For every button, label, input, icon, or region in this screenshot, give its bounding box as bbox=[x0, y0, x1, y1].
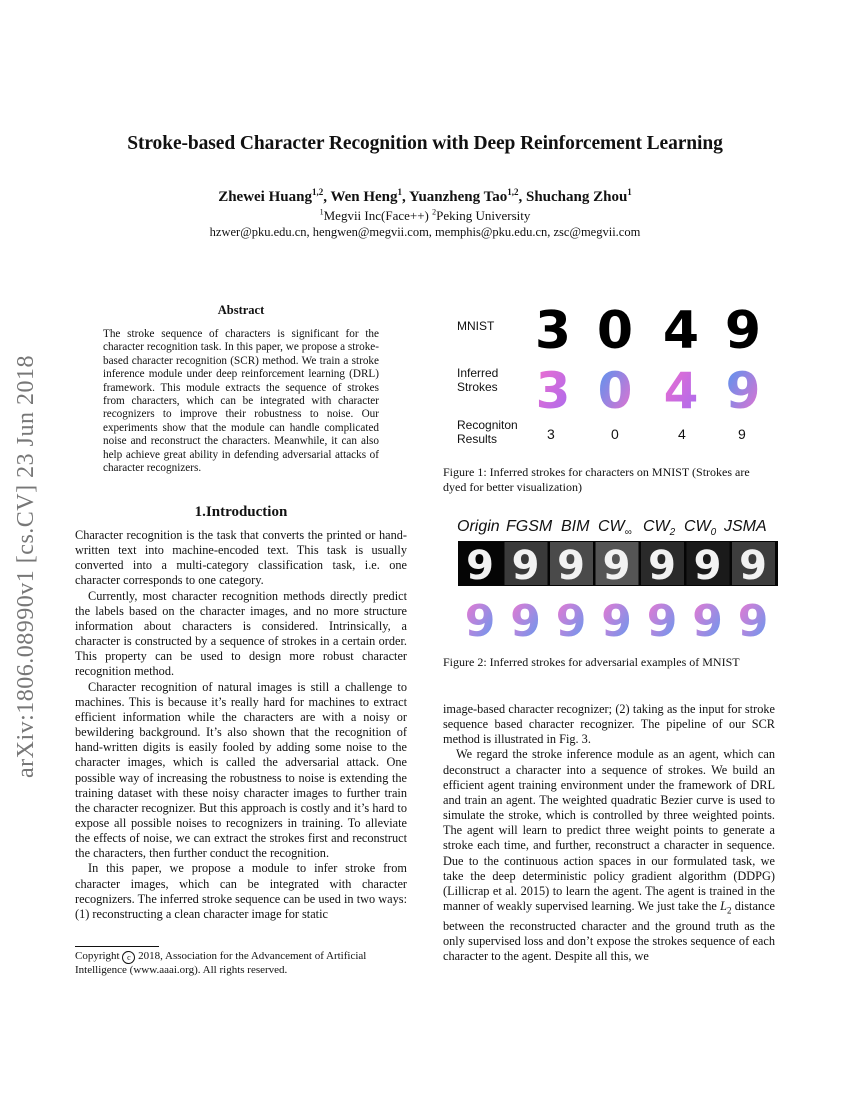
fig2-adversarial-digit: 9 bbox=[648, 543, 676, 586]
copyright-symbol: c bbox=[122, 951, 135, 964]
fig2-label: $CW_\infty$ bbox=[598, 518, 632, 539]
fig2-adversarial-strip bbox=[458, 541, 778, 586]
fig1-stroke-digit: 3 bbox=[535, 362, 571, 420]
figure-2-caption: Figure 2: Inferred strokes for adversarial examples of MNIST bbox=[443, 655, 740, 669]
fig2-stroke-digit: 9 bbox=[464, 596, 496, 644]
affiliations bbox=[0, 208, 850, 224]
fig2-adversarial-digit: 9 bbox=[602, 543, 631, 586]
author-name: Zhewei Huang bbox=[218, 189, 312, 205]
copyright-footnote bbox=[75, 950, 407, 978]
fig2-label: $CW_0$ bbox=[684, 518, 717, 539]
fig1-stroke-digit: 9 bbox=[725, 362, 761, 420]
fig2-adversarial-digit: 9 bbox=[466, 543, 494, 586]
fig1-label-mnist: MNIST bbox=[457, 319, 495, 333]
fig1-stroke-digit: 4 bbox=[663, 362, 699, 420]
fig2-adversarial-digit: 9 bbox=[557, 543, 585, 586]
fig2-label: $CW_2$ bbox=[643, 518, 676, 539]
fig2-label: JSMA bbox=[724, 518, 767, 535]
math-subscript: 2 bbox=[726, 905, 732, 916]
fig1-result: 4 bbox=[678, 426, 686, 442]
right-column-body bbox=[443, 702, 775, 964]
fig2-stroke-digit: 9 bbox=[692, 596, 723, 644]
fig2-stroke-digit: 9 bbox=[601, 596, 632, 644]
intro-heading: 1.Introduction bbox=[194, 504, 288, 520]
author-list: Zhewei Huang$^{1,2}$, Wen Heng$^1$, Yuanzheng Tao$^{1,2}$, Shuchang Zhou$^1$ bbox=[218, 187, 632, 205]
intro-paragraph: Character recognition of natural images is still a challenge to machines. This is because it’s really hard for machines to extract efficient information while the characters are with a noisy or bewildering background. It’s also shown that the recognition of hand-written digits is easily fooled by adding some noise to the character images, which is called the adversarial attack. One possible way of increasing the robustness to noise is extending the training dataset with these noisy character images to further train the character recognizer. But this approach is costly and it’s hard to expose all possible noises to recognizers in training. To alleviate the effects of noise, we can extract the strokes first and reconstruct the characters, then further conduct the recognition. bbox=[75, 679, 407, 861]
fig1-label-results: Recogniton Results bbox=[457, 418, 518, 446]
fig2-adversarial-digit: 9 bbox=[693, 543, 722, 586]
abstract-heading: Abstract bbox=[217, 303, 265, 317]
author-name: Yuanzheng Tao bbox=[408, 189, 508, 205]
author-emails: hzwer@pku.edu.cn, hengwen@megvii.com, memphis@pku.edu.cn, zsc@megvii.com bbox=[209, 225, 641, 239]
copyright-text: 2018, Association for the Advancement of Artificial Intelligence (www.aaai.org). All rights reserved. bbox=[75, 950, 367, 976]
fig1-digits-svg bbox=[443, 300, 775, 450]
author-affiliation-mark: 1,2 bbox=[311, 187, 324, 197]
figure-2 bbox=[443, 518, 775, 648]
body-paragraph bbox=[443, 747, 775, 964]
fig2-stroke-digit: 9 bbox=[555, 596, 587, 644]
author-affiliation-mark: 1,2 bbox=[507, 187, 519, 197]
fig1-mnist-digit: 9 bbox=[724, 301, 762, 361]
fig1-result: 3 bbox=[547, 426, 555, 442]
intro-body bbox=[75, 528, 407, 922]
fig1-mnist-row bbox=[535, 301, 761, 361]
fig2-adversarial-digit: 9 bbox=[511, 543, 540, 586]
fig1-result: 0 bbox=[611, 426, 619, 442]
author-affiliation-mark: 1 bbox=[397, 187, 403, 197]
paragraph-text: distance between the reconstructed character and the ground truth as the only supervised loss and don’t expose the strokes sequence of each character to the agent. Despite all this, we bbox=[443, 899, 775, 963]
fig1-mnist-digit: 4 bbox=[662, 301, 700, 361]
affiliation-name: Megvii Inc(Face++) bbox=[323, 208, 429, 223]
fig1-mnist-digit: 3 bbox=[534, 301, 572, 361]
fig1-stroke-digit: 0 bbox=[597, 362, 633, 420]
fig1-label-inferred: Inferred Strokes bbox=[457, 366, 499, 394]
fig2-adversarial-images bbox=[458, 541, 778, 586]
author-name: Wen Heng bbox=[330, 189, 398, 205]
fig2-stroke-digit: 9 bbox=[646, 596, 678, 644]
fig2-stroke-digit: 9 bbox=[510, 596, 541, 644]
intro-paragraph: Currently, most character recognition methods directly predict the labels based on the character images, and no more structure information about characters is considered. Intrinsically, a character is constructed by a sequence of strokes in a certain order. This property can be used to design more robust character recognition method. bbox=[75, 588, 407, 679]
paragraph-text: We regard the stroke inference module as an agent, which can deconstruct a character into a sequence of strokes. We build an efficient agent training environment under the framework of DRL and train an agent. The weighted quadratic Bezier curve is used to simulate the stroke, which is controlled by three weighted points. The agent will learn to predict three weight points to generate a stroke each time, and further, reconstruct a character in sequence. Due to the continuous action spaces in our formulated task, we take the deep deterministic policy gradient algorithm (DDPG) (Lillicrap et al. 2015) to learn the agent. The agent is trained in the manner of weakly supervised learning. We just take the bbox=[443, 747, 775, 914]
paper-title: Stroke-based Character Recognition with Deep Reinforcement Learning bbox=[127, 133, 723, 154]
fig2-stroke-digit: 9 bbox=[737, 596, 769, 644]
author-name: Shuchang Zhou bbox=[525, 189, 628, 205]
affiliation-number: 2 bbox=[432, 207, 437, 217]
figure-1-caption: Figure 1: Inferred strokes for characters on MNIST (Strokes are dyed for better visualization) bbox=[443, 465, 750, 494]
fig1-mnist-digit: 0 bbox=[596, 301, 634, 361]
abstract-text: The stroke sequence of characters is significant for the character recognition task. In this paper, we propose a stroke-based character recognition (SCR) method. We train a stroke inference module under deep reinforcement learning (DRL) framework. This module extracts the sequence of strokes from characters, which can be integrated with character recognizers to improve their robustness to noise. Our experiments show that the module can handle complicated noise and reconstruct the characters. Meanwhile, it can also help achieve great ability in defending adversarial attacks of character recognizers. bbox=[103, 328, 379, 475]
fig2-stroke-images bbox=[443, 594, 775, 644]
footnote-rule bbox=[75, 946, 159, 947]
figure-1 bbox=[443, 300, 775, 450]
author-affiliation-mark: 1 bbox=[627, 187, 632, 197]
arxiv-identifier: arXiv:1806.08990v1 [cs.CV] 23 Jun 2018 bbox=[13, 355, 39, 778]
math-symbol: L bbox=[720, 899, 727, 914]
fig2-adversarial-digit: 9 bbox=[739, 543, 767, 586]
intro-paragraph: Character recognition is the task that converts the printed or hand-written text into machine-encoded text. This task is usually converted into a multi-category classification task, i.e. one character corresponds to one category. bbox=[75, 528, 407, 588]
copyright-prefix: Copyright bbox=[75, 950, 123, 962]
fig2-label: Origin bbox=[457, 518, 500, 535]
fig2-label: BIM bbox=[561, 518, 590, 535]
fig1-stroke-row bbox=[536, 362, 761, 420]
fig1-result: 9 bbox=[738, 426, 746, 442]
affiliation-name: Peking University bbox=[436, 208, 531, 223]
body-paragraph: image-based character recognizer; (2) taking as the input for stroke sequence based character recognizer. The pipeline of our SCR method is illustrated in Fig. 3. bbox=[443, 702, 775, 747]
intro-paragraph: In this paper, we propose a module to infer stroke from character images, which can be integrated with character recognizers. The inferred stroke sequence can be used in two ways: (1) reconstructing a clean character image for static bbox=[75, 861, 407, 921]
fig2-label: FGSM bbox=[506, 518, 553, 535]
affiliation-number: 1 bbox=[319, 207, 324, 217]
